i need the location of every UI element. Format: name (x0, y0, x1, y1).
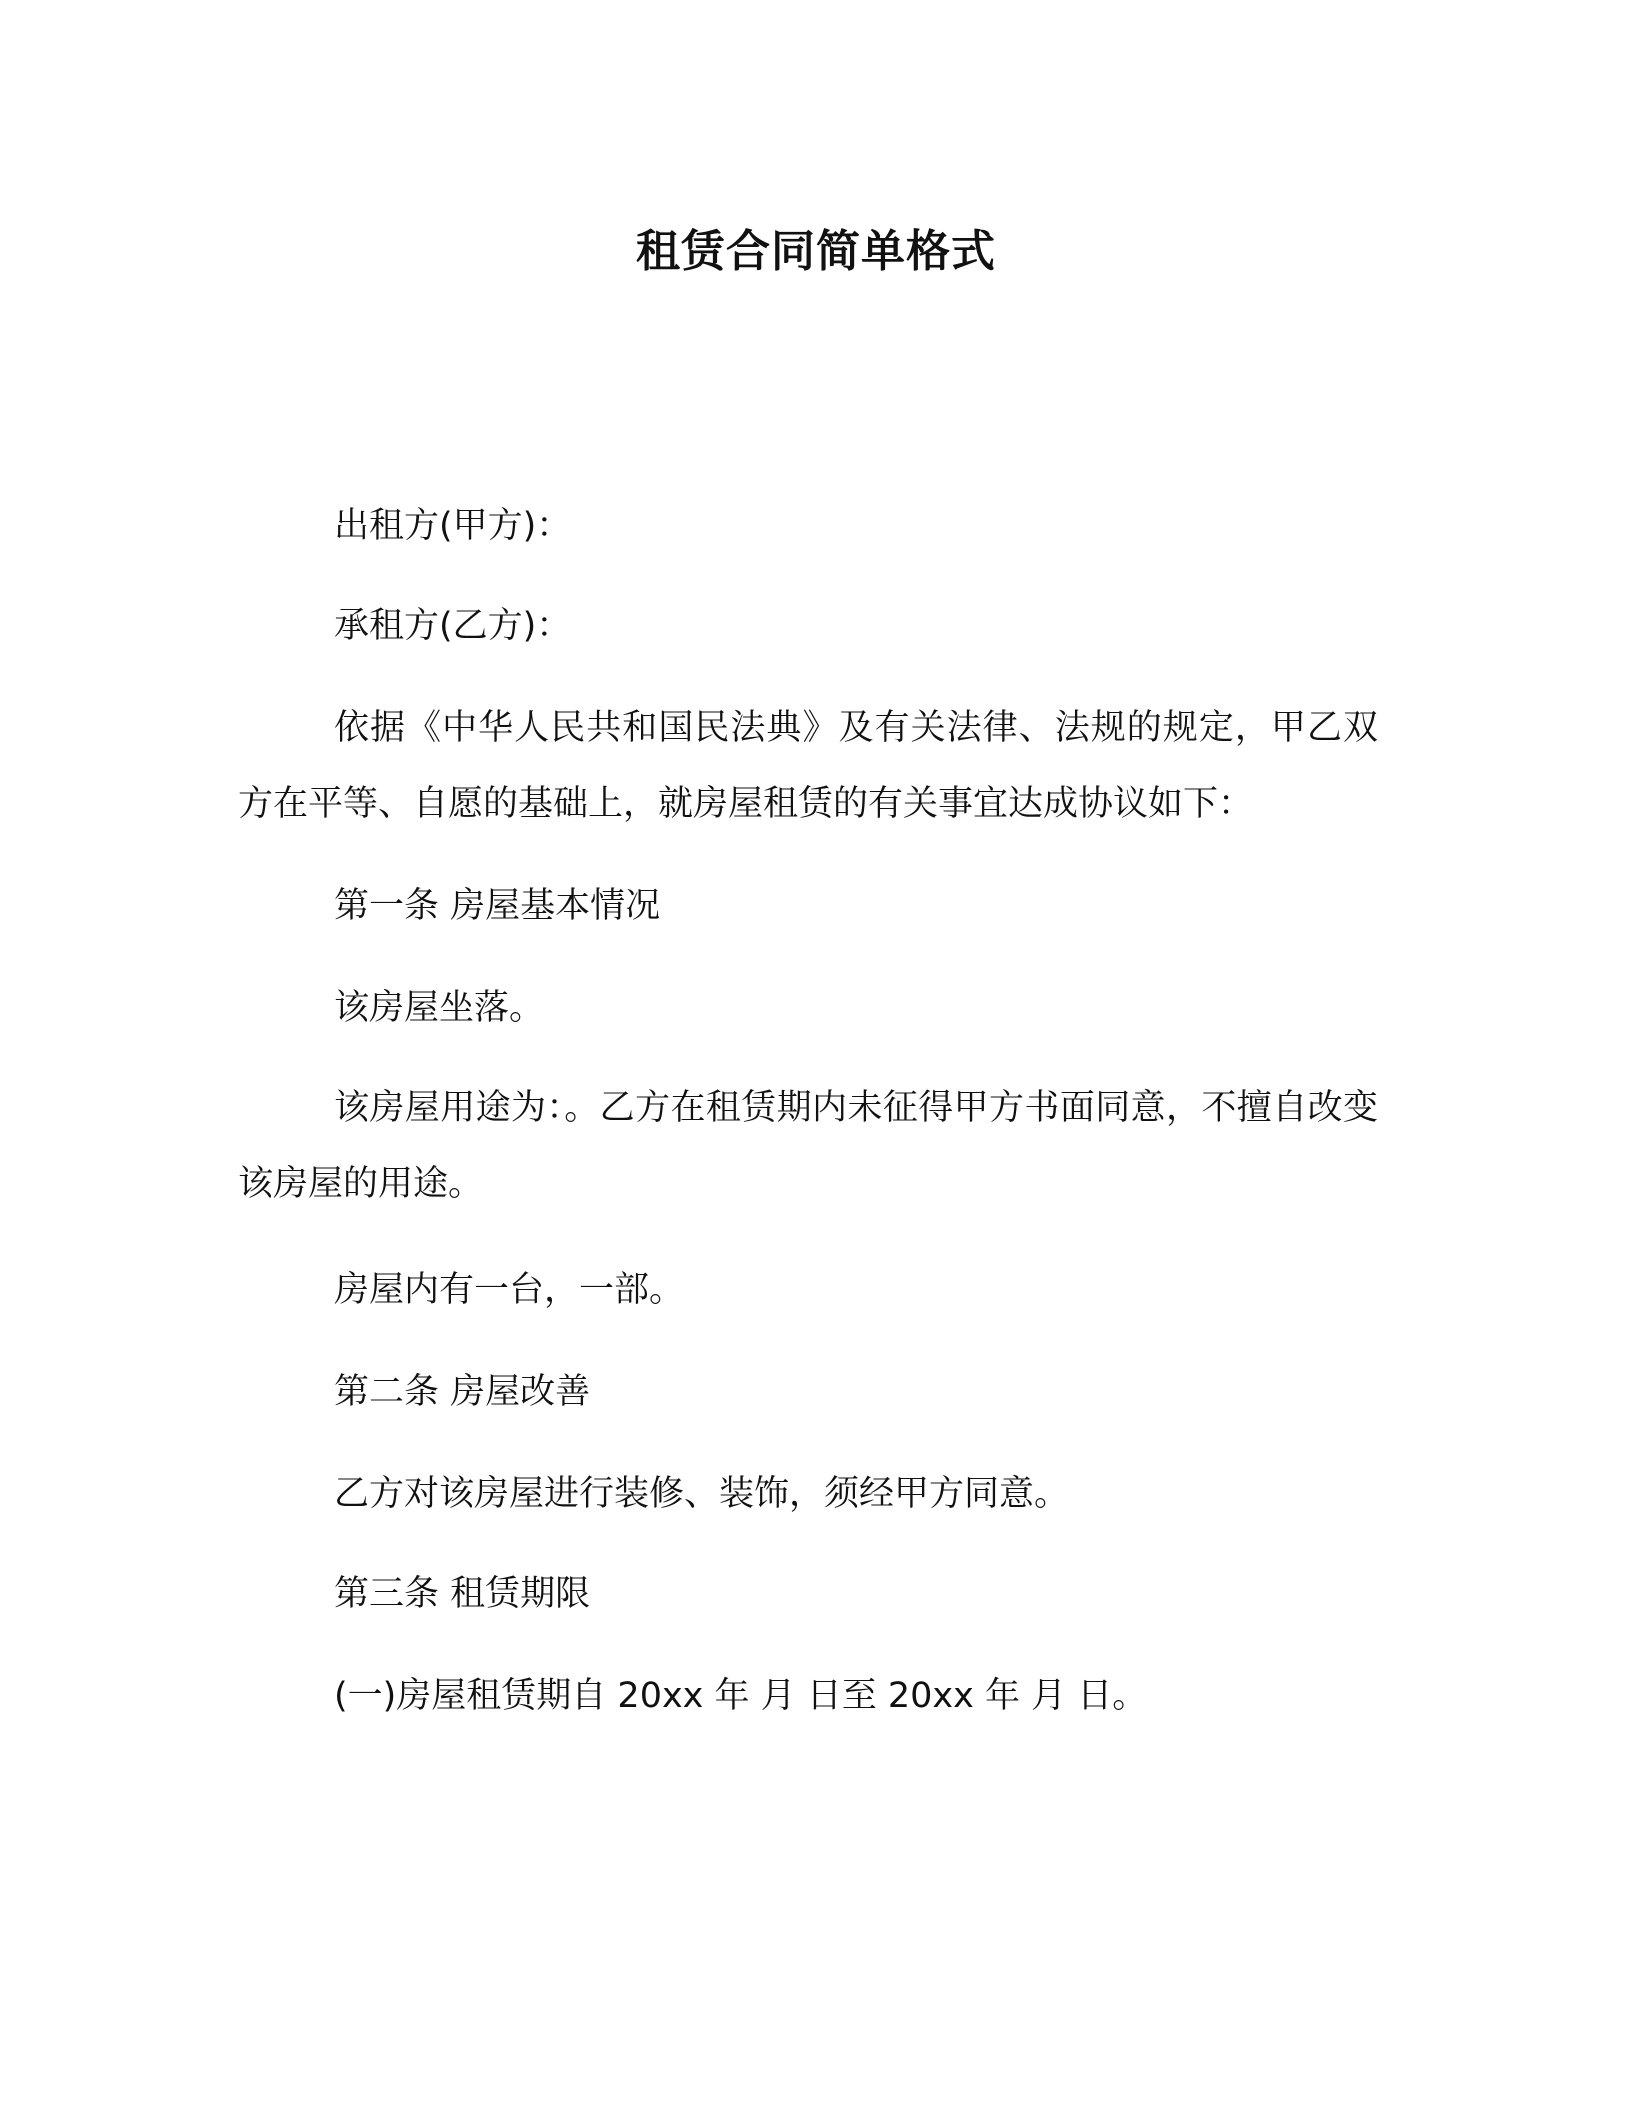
paragraph-lessee: 承租方(乙方)： (334, 606, 572, 646)
paragraph-equipment: 房屋内有一台，一部。 (334, 1270, 685, 1310)
paragraph-article-2-heading: 第二条 房屋改善 (334, 1372, 591, 1412)
paragraph-article-1-heading: 第一条 房屋基本情况 (334, 886, 661, 926)
paragraph-lessor: 出租方(甲方)： (334, 506, 572, 546)
paragraph-renovation: 乙方对该房屋进行装修、装饰，须经甲方同意。 (334, 1474, 1070, 1514)
paragraph-lease-term: (一)房屋租赁期自 20xx 年 月 日至 20xx 年 月 日。 (334, 1676, 1148, 1716)
paragraph-basis: 依据《中华人民共和国民法典》及有关法律、法规的规定，甲乙双方在平等、自愿的基础上，就房屋租赁的有关事宜达成协议如下： (238, 708, 1378, 824)
paragraph-location: 该房屋坐落。 (334, 988, 545, 1028)
document-title: 租赁合同简单格式 (636, 226, 996, 277)
paragraph-article-3-heading: 第三条 租赁期限 (334, 1574, 591, 1614)
paragraph-usage: 该房屋用途为：。乙方在租赁期内未征得甲方书面同意，不擅自改变该房屋的用途。 (238, 1088, 1378, 1204)
